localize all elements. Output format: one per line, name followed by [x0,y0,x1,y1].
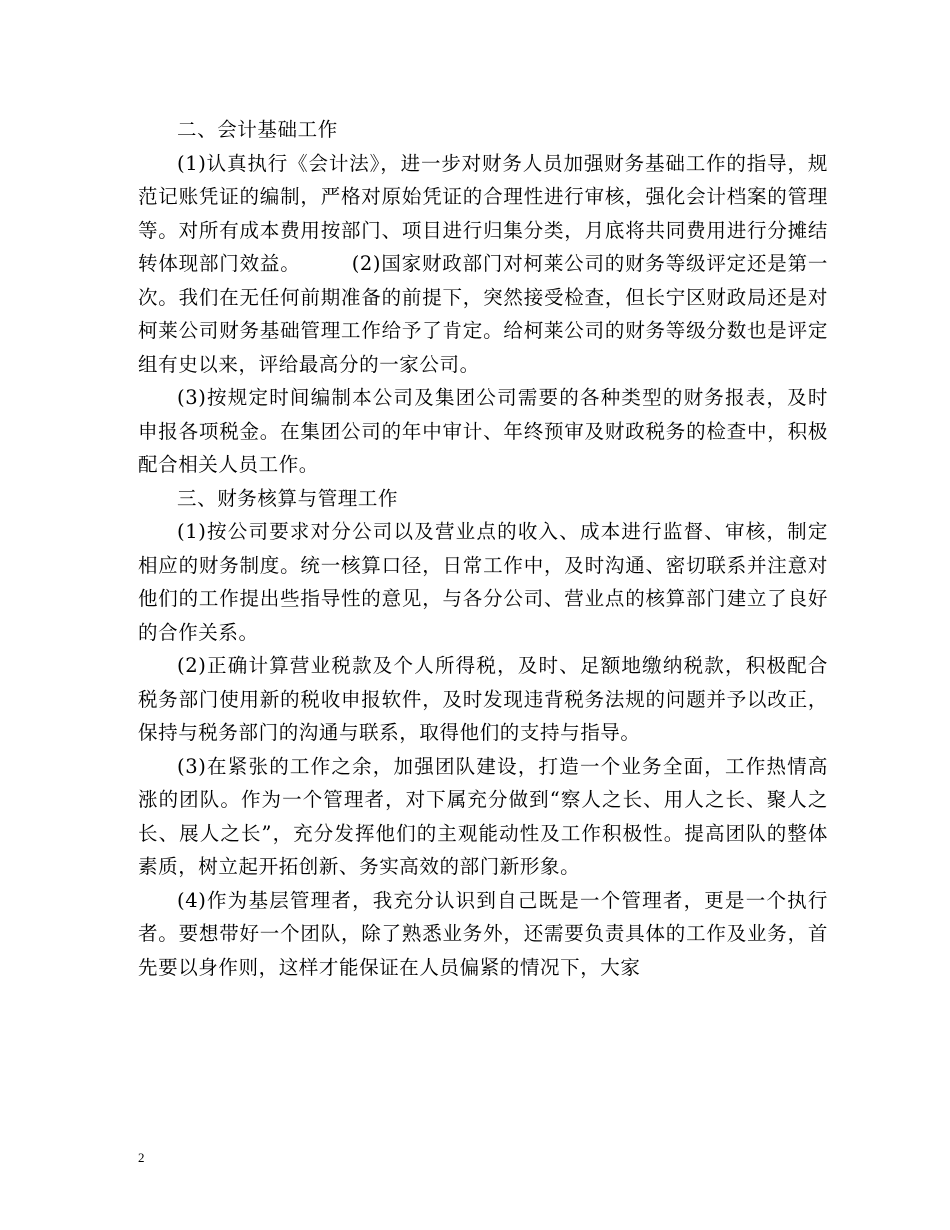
section-heading-financial-accounting: 三、财务核算与管理工作 [177,486,399,510]
page-number: 2 [138,1150,145,1165]
paragraph-accounting-law: (1)认真执行《会计法》，进一步对财务人员加强财务基础工作的指导，规范记账凭证的编制，严格对原始凭证的合理性进行审核，强化会计档案的管理等。对所有成本费用按部门、项目进行归集分类，月底将共同费用进行分摊结转体现部门效益。 (2)国家财政部门对柯莱公司的财务等级评定还是第一次。我们在无任何前期准备的前提下，突然接受检查，但长宁区财政局还是对柯莱公司财务基础管理工作给予了肯定。给柯莱公司的财务等级分数也是评定组有史以来，评给最高分的一家公司。 [138,151,828,376]
paragraph-branch-supervision: (1)按公司要求对分公司以及营业点的收入、成本进行监督、审核，制定相应的财务制度。统一核算口径，日常工作中，及时沟通、密切联系并注意对他们的工作提出些指导性的意见，与各分公司、营业点的核算部门建立了良好的合作关系。 [138,520,828,644]
paragraph-financial-reports: (3)按规定时间编制本公司及集团公司需要的各种类型的财务报表，及时申报各项税金。在集团公司的年中审计、年终预审及财政税务的检查中，积极配合相关人员工作。 [138,386,828,476]
document-body [138,113,828,984]
paragraph-grassroots-manager: (4)作为基层管理者，我充分认识到自己既是一个管理者，更是一个执行者。要想带好一个团队，除了熟悉业务外，还需要负责具体的工作及业务，首先要以身作则，这样才能保证在人员偏紧的情况下，大家 [138,888,828,979]
paragraph-team-building: (3)在紧张的工作之余，加强团队建设，打造一个业务全面，工作热情高涨的团队。作为一个管理者，对下属充分做到“察人之长、用人之长、聚人之长、展人之长”，充分发挥他们的主观能动性及工作积极性。提高团队的整体素质，树立起开拓创新、务实高效的部门新形象。 [138,754,828,878]
section-heading-accounting-basics: 二、会计基础工作 [177,118,338,141]
paragraph-tax-calculation: (2)正确计算营业税款及个人所得税，及时、足额地缴纳税款，积极配合税务部门使用新的税收申报软件，及时发现违背税务法规的问题并予以改正，保持与税务部门的沟通与联系，取得他们的支持与指导。 [138,654,828,744]
